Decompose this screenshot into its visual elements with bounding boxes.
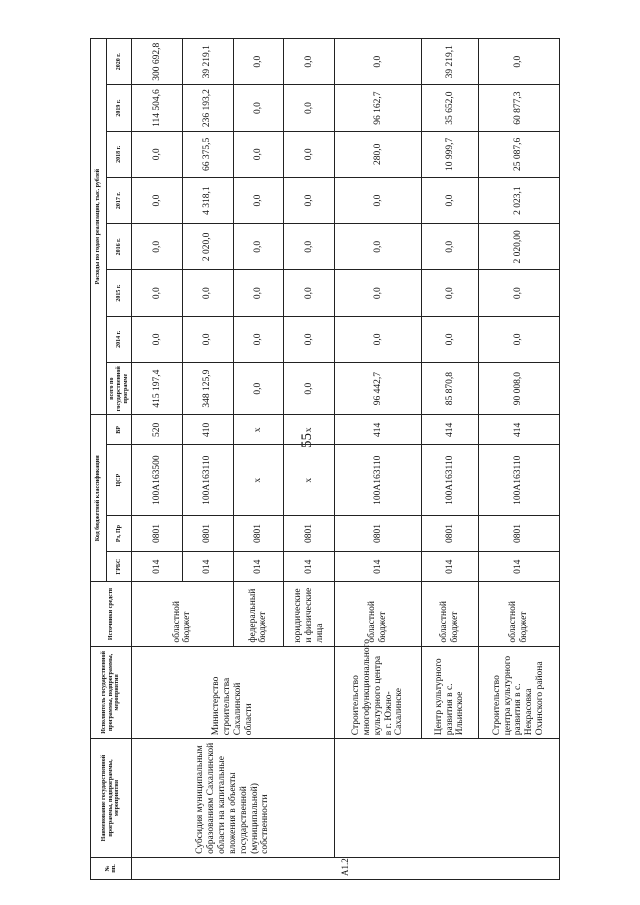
source-cell: областной бюджет: [422, 582, 479, 646]
grbs-cell: 014: [182, 552, 233, 582]
item-name: Субсидия муниципальным образованиям Сахалинской области на капитальные вложения в объекты государственной (муниципальной) собственности: [132, 739, 335, 858]
year-cell: 2 020,00: [478, 224, 559, 270]
year-cell: 0,0: [284, 316, 335, 362]
page-number: 55: [299, 433, 315, 448]
total-cell: 85 870,8: [422, 363, 479, 415]
header-year: 2019 г.: [107, 85, 132, 131]
year-cell: 114 504,6: [132, 85, 183, 131]
grbs-cell: 014: [233, 552, 284, 582]
rzpr-cell: 0801: [478, 515, 559, 551]
executor-object: Строительство многофункционального культурного центра в г. Южно-Сахалинске: [334, 646, 421, 739]
grbs-cell: 014: [422, 552, 479, 582]
vr-cell: 520: [132, 415, 183, 445]
year-cell: 39 219,1: [422, 39, 479, 85]
year-cell: 0,0: [284, 39, 335, 85]
header-executor: Исполнитель государственной программы, подпрограммы, мероприятия: [91, 646, 132, 739]
year-cell: 0,0: [334, 39, 421, 85]
year-cell: 0,0: [334, 177, 421, 223]
year-cell: 0,0: [334, 224, 421, 270]
vr-cell: х: [233, 415, 284, 445]
item-name-continued: [334, 739, 559, 858]
year-cell: 25 087,6: [478, 131, 559, 177]
rzpr-cell: 0801: [132, 515, 183, 551]
year-cell: 0,0: [182, 316, 233, 362]
total-cell: 348 125,9: [182, 363, 233, 415]
header-budget-class: Код бюджетной классификации: [91, 415, 107, 582]
year-cell: 236 193,2: [182, 85, 233, 131]
header-grbs: ГРБС: [107, 552, 132, 582]
header-source: Источники средств: [91, 582, 132, 646]
vr-cell: х: [284, 415, 335, 445]
source-cell: юридические и физические лица: [284, 582, 335, 646]
year-cell: 0,0: [478, 316, 559, 362]
header-year: 2014 г.: [107, 316, 132, 362]
year-cell: 0,0: [422, 270, 479, 316]
budget-table: [90, 38, 560, 880]
year-cell: 0,0: [233, 131, 284, 177]
year-cell: 0,0: [233, 270, 284, 316]
table-row: [334, 39, 421, 880]
total-cell: 90 008,0: [478, 363, 559, 415]
total-cell: 0,0: [233, 363, 284, 415]
grbs-cell: 014: [334, 552, 421, 582]
year-cell: 35 652,0: [422, 85, 479, 131]
year-cell: 0,0: [334, 270, 421, 316]
year-cell: 96 162,7: [334, 85, 421, 131]
header-year: 2018 г.: [107, 131, 132, 177]
year-cell: 0,0: [334, 316, 421, 362]
year-cell: 0,0: [422, 177, 479, 223]
rzpr-cell: 0801: [284, 515, 335, 551]
year-cell: 0,0: [422, 316, 479, 362]
vr-cell: 414: [478, 415, 559, 445]
csr-cell: 100А163110: [478, 445, 559, 515]
vr-cell: 410: [182, 415, 233, 445]
rzpr-cell: 0801: [334, 515, 421, 551]
source-cell: областной бюджет: [132, 582, 233, 646]
year-cell: 0,0: [132, 177, 183, 223]
year-cell: 0,0: [284, 177, 335, 223]
year-cell: 0,0: [284, 85, 335, 131]
year-cell: 0,0: [233, 224, 284, 270]
year-cell: 0,0: [284, 224, 335, 270]
year-cell: 280,0: [334, 131, 421, 177]
total-cell: 96 442,7: [334, 363, 421, 415]
rzpr-cell: 0801: [233, 515, 284, 551]
csr-cell: х: [233, 445, 284, 515]
year-cell: 300 692,8: [132, 39, 183, 85]
header-expenses: Расходы по годам реализации, тыс. рублей: [91, 39, 107, 415]
grbs-cell: 014: [284, 552, 335, 582]
year-cell: 10 999,7: [422, 131, 479, 177]
year-cell: 0,0: [132, 316, 183, 362]
source-cell: федеральный бюджет: [233, 582, 284, 646]
year-cell: 0,0: [233, 177, 284, 223]
header-year: 2015 г.: [107, 270, 132, 316]
year-cell: 39 219,1: [182, 39, 233, 85]
grbs-cell: 014: [478, 552, 559, 582]
rzpr-cell: 0801: [422, 515, 479, 551]
executor-object: Центр культурного развития в с. Ильинское: [422, 646, 479, 739]
year-cell: 2 020,0: [182, 224, 233, 270]
csr-cell: 100А163110: [334, 445, 421, 515]
year-cell: 2 023,1: [478, 177, 559, 223]
header-year: 2020 г.: [107, 39, 132, 85]
header-year: 2016 г.: [107, 224, 132, 270]
header-name: Наименование государственной программы, подпрограммы, мероприятия: [91, 739, 132, 858]
year-cell: 60 877,3: [478, 85, 559, 131]
header-num: № пп.: [91, 857, 132, 879]
year-cell: 0,0: [478, 270, 559, 316]
grbs-cell: 014: [132, 552, 183, 582]
year-cell: 0,0: [132, 270, 183, 316]
item-num: А1.2: [132, 857, 560, 879]
year-cell: 0,0: [233, 39, 284, 85]
header-rzpr: Рз, Пр: [107, 515, 132, 551]
year-cell: 0,0: [284, 131, 335, 177]
year-cell: 66 375,5: [182, 131, 233, 177]
year-cell: 0,0: [132, 131, 183, 177]
source-cell: областной бюджет: [334, 582, 421, 646]
year-cell: 0,0: [422, 224, 479, 270]
rzpr-cell: 0801: [182, 515, 233, 551]
total-cell: 415 197,4: [132, 363, 183, 415]
source-cell: областной бюджет: [478, 582, 559, 646]
csr-cell: 100А163110: [422, 445, 479, 515]
year-cell: 0,0: [478, 39, 559, 85]
csr-cell: х: [284, 445, 335, 515]
year-cell: 0,0: [284, 270, 335, 316]
budget-table-rotated: [90, 38, 560, 880]
header-vr: ВР: [107, 415, 132, 445]
vr-cell: 414: [422, 415, 479, 445]
header-year: 2017 г.: [107, 177, 132, 223]
executor-ministry: Министерство строительства Сахалинской области: [132, 646, 335, 739]
year-cell: 4 318,1: [182, 177, 233, 223]
header-csr: ЦСР: [107, 445, 132, 515]
total-cell: 0,0: [284, 363, 335, 415]
csr-cell: 100А163500: [132, 445, 183, 515]
table-row: [132, 39, 183, 880]
year-cell: 0,0: [233, 316, 284, 362]
vr-cell: 414: [334, 415, 421, 445]
year-cell: 0,0: [182, 270, 233, 316]
executor-object: Строительство центра культурного развития в с. Некрасовка Охинского района: [478, 646, 559, 739]
csr-cell: 100А163110: [182, 445, 233, 515]
year-cell: 0,0: [132, 224, 183, 270]
header-total: всего по государственной программе: [107, 363, 132, 415]
year-cell: 0,0: [233, 85, 284, 131]
